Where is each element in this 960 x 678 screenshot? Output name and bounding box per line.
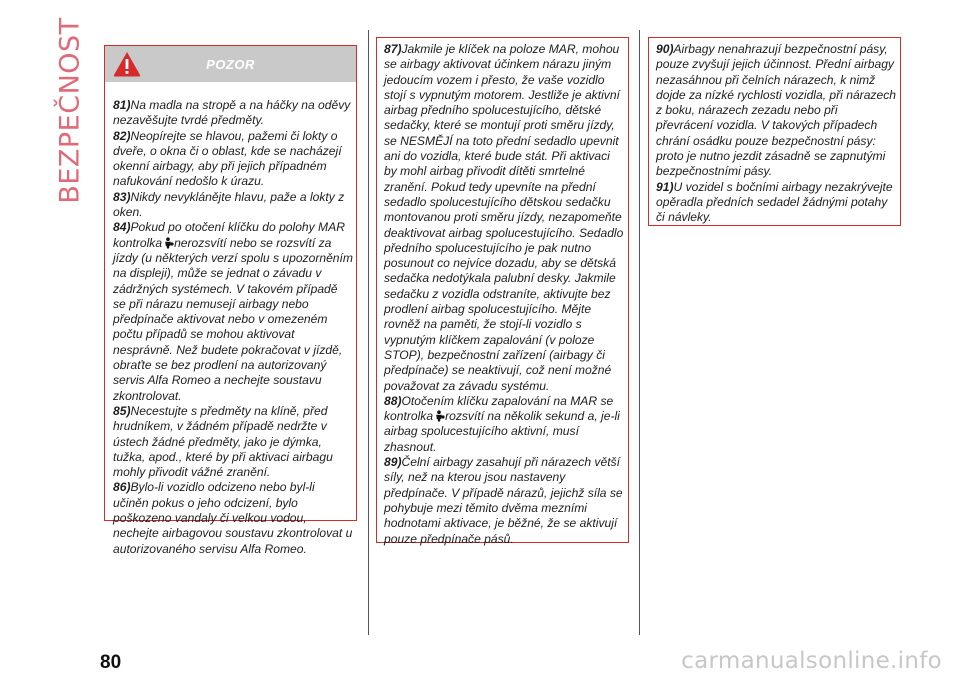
- watermark: carmanualsonline.info: [681, 648, 942, 674]
- note-81: 81)Na madla na stropě a na háčky na oděvy nezavěšujte tvrdé předměty.: [113, 98, 351, 128]
- note-89: 89)Čelní airbagy zasahují při nárazech větší síly, než na kterou jsou nastaveny předpínače. V případě nárazů, jejichž síla se pohybuje mezi těmito dvěma mezními hodnotami aktivace, je běžné, že se aktivují pouze předpínače pásů.: [384, 455, 623, 546]
- warning-header: [105, 46, 356, 82]
- airbag-warning-icon: [162, 237, 174, 249]
- warning-triangle-icon: [113, 50, 141, 78]
- note-83: 83)Nikdy nevyklánějte hlavu, paže a lokty z oken.: [113, 189, 345, 220]
- notes-box-col3: [648, 37, 901, 226]
- notes-box-col2: [376, 37, 629, 546]
- note-82: 82)Neopírejte se hlavou, pažemi či lokty o dveře, o okna či o oblast, kde se nacházejí okenní airbagy, aby při jejich případném nafukování nedošlo k úrazu.: [113, 128, 342, 189]
- page-number: 80: [100, 652, 122, 673]
- col2-text: [384, 42, 625, 547]
- column-divider: [368, 30, 369, 635]
- note-87: 87)Jakmile je klíček na poloze MAR, mohou se airbagy aktivovat účinkem nárazu jiným jedoucím vozem i přesto, že vaše vozidlo stojí s vypnutým motorem. Jestliže je aktivní airbag předního spolucestujícího, dětské sedačky, které se montují proti směru jízdy, se NESMĚJÍ na toto přední sedadlo upevnit ani do vozidla, které bude stát. Při aktivaci by mohl airbag přivodit dítěti smrtelné zranění. Pokud tedy upevníte na přední sedadlo spolucestujícího dětskou sedačku montovanou proti směru jízdy, nezapomeňte deaktivovat airbag spolucestujícího. Sedadlo předního spolucestujícího je pak nutno posunout co nejvíce dozadu, aby se dětská sedačka nedotýkala palubní desky. Jakmile sedačku z vozidla odstraníte, aktivujte bez prodlení airbag spolucestujícího. Mějte rovněž na paměti, že stojí-li vozidlo s vypnutým klíčkem zapalování (v poloze STOP), bezpečnostní zařízení (airbagy či předpínače) se neaktivují, což není možné považovat za závadu systému.: [384, 42, 624, 393]
- note-91: 91)U vozidel s bočními airbagy nezakrývejte opěradla předních sedadel žádnými potahy či návleky.: [656, 179, 893, 225]
- section-tab: [54, 16, 86, 204]
- warning-box: [104, 45, 357, 556]
- note-84: 84)Pokud po otočení klíčku do polohy MAR kontrolka nerozsvítí nebo se rozsvítí za jízdy (u některých verzí spolu s upozorněním na displeji), může se jednat o závadu v zádržných systémech. V takovém případě se při nárazu nemusejí airbagy nebo předpínače aktivovat nebo v omezeném počtu případů se mohou aktivovat nesprávně. Než budete pokračovat v jízdě, obraťte se bez prodlení na autorizovaný servis Alfa Romeo a nechejte soustavu zkontrolovat.: [113, 220, 353, 403]
- warning-title: POZOR: [206, 56, 255, 72]
- note-88: 88)Otočením klíčku zapalování na MAR se kontrolka rozsvítí na několik sekund a, je-li airbag spolucestujícího aktivní, musí zhasnout.: [384, 393, 620, 454]
- col3-text: [656, 42, 897, 226]
- col1-text: [113, 98, 353, 557]
- column-divider: [639, 30, 640, 635]
- airbag-warning-icon: [433, 410, 445, 422]
- note-85: 85)Necestujte s předměty na klíně, před hrudníkem, v žádném případě nedržte v ústech žádné předměty, jako je dýmka, tužka, apod., které by při aktivaci airbagu mohly přivodit vážné zranění.: [113, 403, 333, 480]
- note-86: 86)Bylo-li vozidlo odcizeno nebo byl-li učiněn pokus o jeho odcizení, bylo poškozeno vandaly či velkou vodou, nechejte airbagovou soustavu zkontrolovat u autorizovaného servisu Alfa Romeo.: [113, 480, 353, 556]
- section-tab-label: BEZPEČNOST: [54, 16, 86, 204]
- note-90: 90)Airbagy nenahrazují bezpečnostní pásy, pouze zvyšují jejich účinnost. Přední airbagy nezasáhnou při čelních nárazech, k nimž dojde za nízké rychlosti vozidla, při nárazech z boku, nárazech zezadu nebo při převrácení vozidla. V takových případech chrání osádku pouze bezpečnostní pásy: proto je nutno jezdit zásadně se zapnutými bezpečnostními pásy.: [656, 42, 896, 179]
